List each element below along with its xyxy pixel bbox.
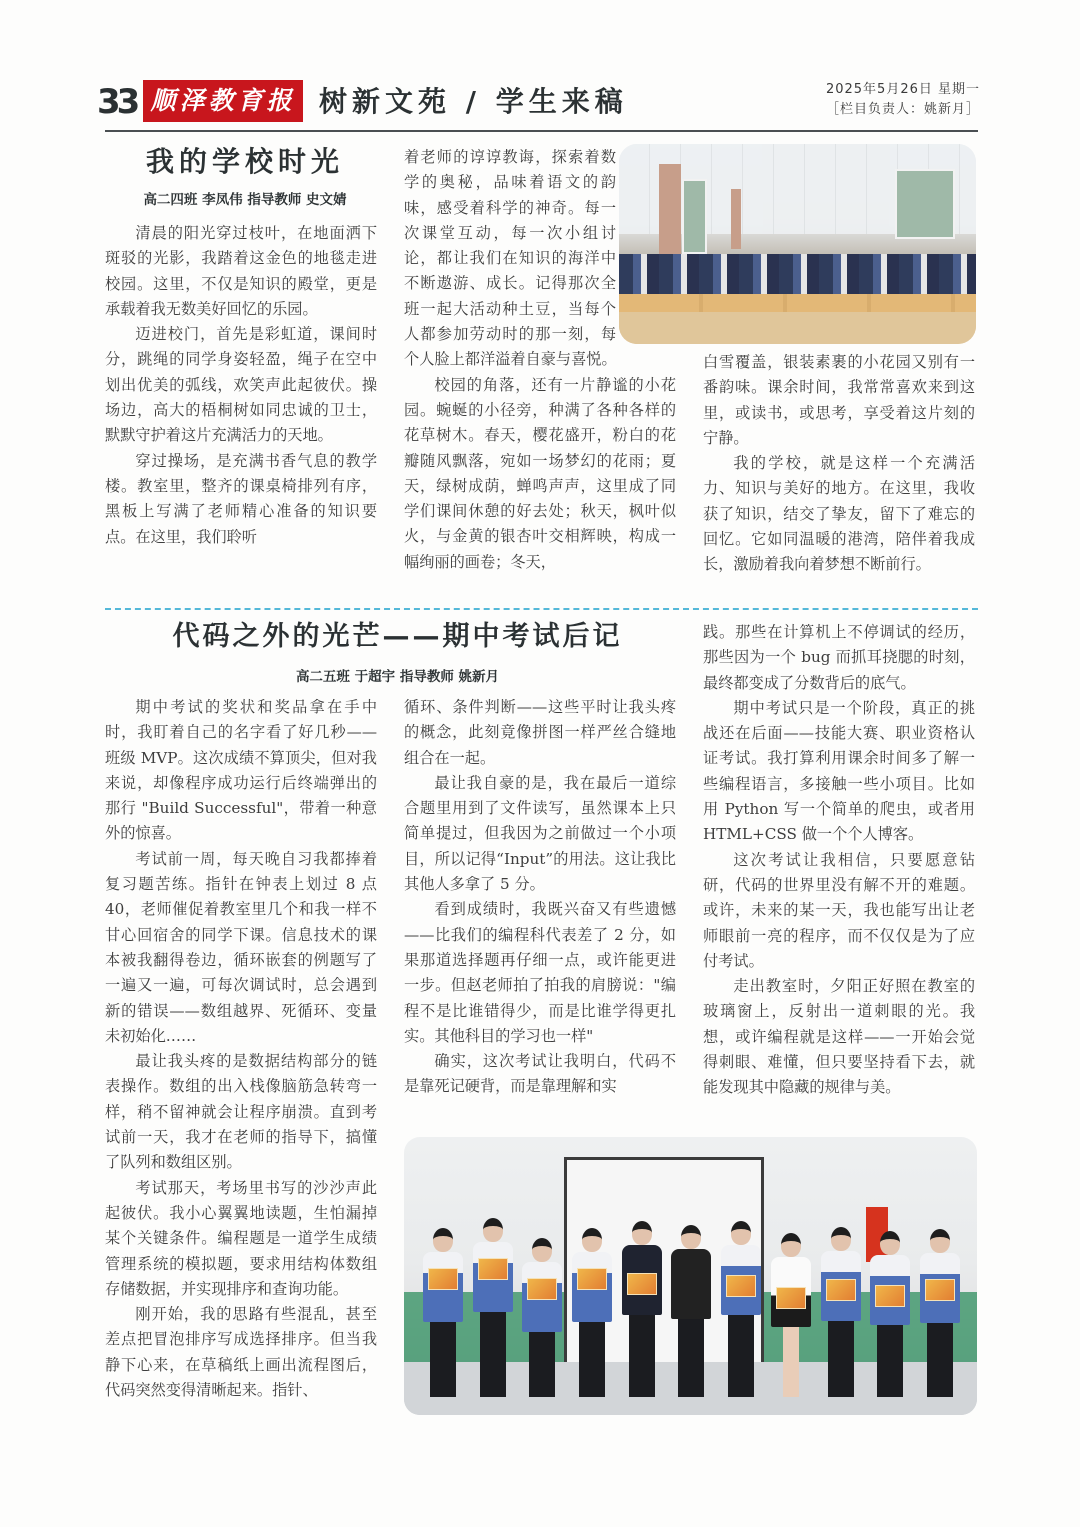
paragraph: 考试前一周，每天晚自习我都捧着复习题苦练。指针在钟表上划过 8 点 40，老师催促着教室里几个和我一样不甘心回宿舍的同学下课。信息技术的课本被我翻得卷边，循环嵌套的例题写了一遍又一遍，可每次调试时，总会遇到新的错误——数组越界、死循环、变量未初始化…… <box>105 849 377 1045</box>
photo-person <box>523 1238 561 1397</box>
paragraph: 最让我自豪的是，我在最后一道综合题里用到了文件读写，虽然课本上只简单提过，但我因为之前做过一个小项目，所以记得“Input”的用法。这让我比其他人多拿了 5 分。 <box>404 773 676 894</box>
article2-column-2 <box>404 695 676 1100</box>
dateline <box>826 80 980 120</box>
paragraph: 确实，这次考试让我明白，代码不是靠死记硬背，而是靠理解和实 <box>404 1052 676 1096</box>
photo-person <box>772 1233 810 1397</box>
photo-window <box>682 179 707 254</box>
photo-person <box>921 1229 959 1397</box>
paragraph: 我的学校，就是这样一个充满活力、知识与美好的地方。在这里，我收获了知识，结交了挚友，留下了难忘的回忆。它如同温暖的港湾，陪伴着我成长，激励着我向着梦想不断前行。 <box>703 454 975 574</box>
paragraph: 期中考试只是一个阶段，真正的挑战还在后面——技能大赛、职业资格认证考试。我打算利用课余时间多了解一些编程语言，多接触一些小项目。比如用 Python 写一个简单的爬虫，或者用 HTML+CSS 做一个个人博客。 <box>703 698 975 844</box>
award-group-photo <box>404 1137 977 1415</box>
photo-students <box>619 254 976 299</box>
photo-person <box>623 1221 661 1397</box>
paragraph: 着老师的谆谆教诲，探索着数学的奥秘，品味着语文的韵味，感受着科学的神奇。每一次课堂互动，每一次小组讨论，都让我们在知识的海洋中不断遨游、成长。记得那次全班一起大活动种土豆，当每个人都参加劳动时的那一刻，每个人脸上都洋溢着自豪与喜悦。 <box>404 145 676 373</box>
photo-window <box>895 169 955 239</box>
photo-person <box>722 1221 760 1397</box>
article2-byline: 高二五班 于超宇 指导教师 姚新月 <box>295 669 500 685</box>
article2-column-3 <box>703 620 975 1101</box>
paragraph: 穿过操场，是充满书香气息的教学楼。教室里，整齐的课桌椅排列有序，黑板上写满了老师精心准备的知识要点。在这里，我们聆听 <box>105 451 377 546</box>
article1-column-3 <box>703 350 975 578</box>
article-divider <box>105 608 978 610</box>
article1-column-1 <box>105 221 377 550</box>
paragraph: 清晨的阳光穿过枝叶，在地面洒下斑驳的光影，我踏着这金色的地毯走进校园。这里，不仅是知识的殿堂，更是承载着我无数美好回忆的乐园。 <box>105 224 377 318</box>
photo-curtain <box>731 189 741 249</box>
paragraph: 校园的角落，还有一片静谧的小花园。蜿蜒的小径旁，种满了各种各样的花草树木。春天，樱花盛开，粉白的花瓣随风飘落，宛如一场梦幻的花雨；夏天，绿树成荫，蝉鸣声声，这里成了同学们课间休憩的好去处；秋天，枫叶似火，与金黄的银杏叶交相辉映，构成一幅绚丽的画卷；冬天， <box>404 375 676 571</box>
column-editor: ［栏目负责人：姚新月］ <box>825 102 980 117</box>
paragraph: 期中考试的奖状和奖品拿在手中时，我盯着自己的名字看了好几秒——班级 MVP。这次成绩不算顶尖，但对我来说，却像程序成功运行后终端弹出的那行 "Build Successful"，带着一种意外的惊喜。 <box>105 698 377 843</box>
paragraph: 循环、条件判断——这些平时让我头疼的概念，此刻竟像拼图一样严丝合缝地组合在一起。 <box>404 698 676 767</box>
section-title: 树新文苑 / 学生来稿 <box>319 85 628 118</box>
article1-byline: 高二四班 李凤伟 指导教师 史文婧 <box>143 192 347 208</box>
paragraph: 迈进校门，首先是彩虹道，课间时分，跳绳的同学身姿轻盈，绳子在空中划出优美的弧线，欢笑声此起彼伏。操场边，高大的梧桐树如同忠诚的卫士，默默守护着这片充满活力的天地。 <box>105 325 377 445</box>
paragraph: 最让我头疼的是数据结构部分的链表操作。数组的出入栈像脑筋急转弯一样，稍不留神就会让程序崩溃。直到考试前一天，我才在老师的指导下，搞懂了队列和数组区别。 <box>105 1052 377 1172</box>
photo-person <box>822 1227 860 1397</box>
issue-date: 2025年5月26日 星期一 <box>825 82 980 97</box>
photo-person <box>424 1228 462 1397</box>
paragraph: 看到成绩时，我既兴奋又有些遗憾——比我们的编程科代表差了 2 分，如果那道选择题再仔细一点，或许能更进一步。但赵老师拍了拍我的肩膀说："编程不是比谁错得少，而是比谁学得更扎实。其他科目的学习也一样" <box>404 900 676 1045</box>
photo-front-desk <box>619 312 976 344</box>
classroom-photo <box>619 144 976 344</box>
paragraph: 刚开始，我的思路有些混乱，甚至差点把冒泡排序写成选择排序。但当我静下心来，在草稿纸上画出流程图后，代码突然变得清晰起来。指针、 <box>105 1305 377 1400</box>
masthead <box>97 80 980 126</box>
paragraph: 考试那天，考场里书写的沙沙声此起彼伏。我小心翼翼地读题，生怕漏掉某个关键条件。编程题是一道学生成绩管理系统的模拟题，要求用结构体数组存储数据，并实现排序和查询功能。 <box>105 1178 377 1298</box>
photo-person <box>672 1225 710 1397</box>
header-rule <box>105 130 978 132</box>
photo-person <box>871 1231 909 1397</box>
photo-person <box>573 1228 611 1397</box>
newspaper-logo: 顺泽教育报 <box>143 80 303 122</box>
article2-column-1 <box>105 695 377 1403</box>
paragraph: 白雪覆盖，银装素裹的小花园又别有一番韵味。课余时间，我常常喜欢来到这里，或读书，或思考，享受着这片刻的宁静。 <box>703 353 975 447</box>
article1-title: 我的学校时光 <box>145 145 344 178</box>
paragraph: 践。那些在计算机上不停调试的经历，那些因为一个 bug 而抓耳挠腮的时刻，最终都变成了分数背后的底气。 <box>703 623 975 692</box>
photo-people <box>424 1202 959 1397</box>
page-number: 33 <box>97 82 137 122</box>
photo-desks <box>619 294 976 312</box>
photo-person <box>474 1218 512 1397</box>
paragraph: 这次考试让我相信，只要愿意钻研，代码的世界里没有解不开的难题。或许，未来的某一天，我也能写出让老师眼前一亮的程序，而不仅仅是为了应付考试。 <box>703 850 975 970</box>
article2-title: 代码之外的光芒——期中考试后记 <box>172 621 623 652</box>
paragraph: 走出教室时，夕阳正好照在教室的玻璃窗上，反射出一道刺眼的光。我想，或许编程就是这样——一开始会觉得刺眼、难懂，但只要坚持看下去，就能发现其中隐藏的规律与美。 <box>703 977 975 1097</box>
